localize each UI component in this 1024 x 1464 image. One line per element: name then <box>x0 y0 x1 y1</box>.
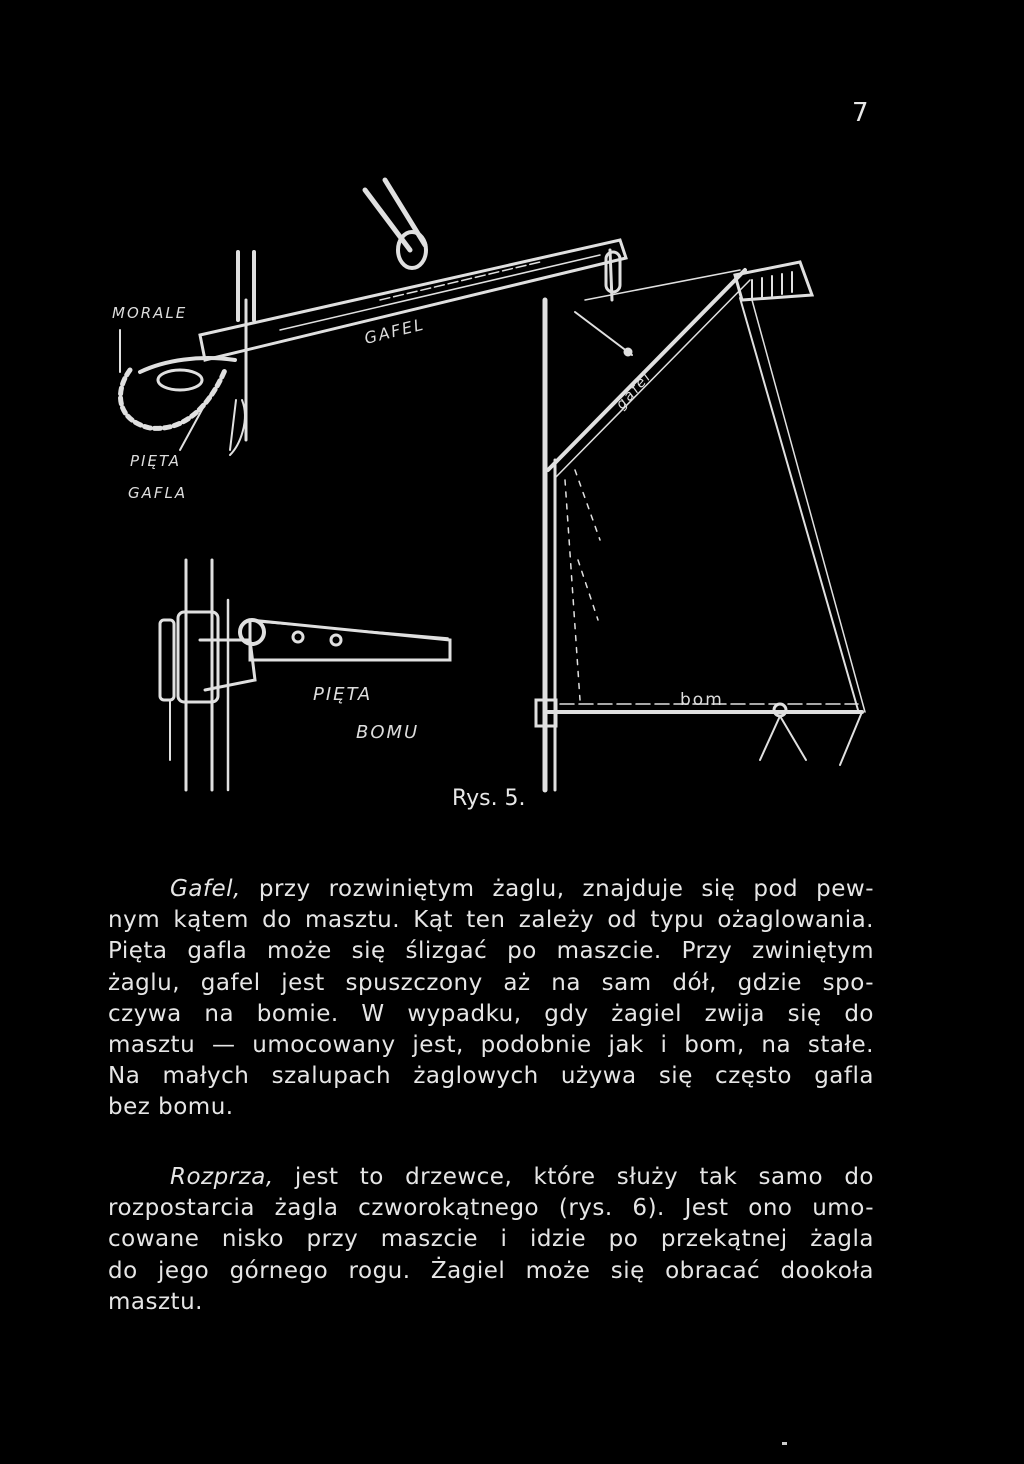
label-morale: MORALE <box>112 304 188 322</box>
label-pieta-gafla-2: GAFLA <box>128 484 188 502</box>
term-rozprza: Rozprza, <box>170 1164 274 1190</box>
text-line: żaglu, gafel jest spuszczony aż na sam dół, gdzie spo- <box>108 969 874 996</box>
label-pieta-bomu-1: PIĘTA <box>313 684 373 705</box>
text-span: przy rozwiniętym żaglu, znajduje się pod pew- <box>240 876 874 902</box>
paragraph-gafel <box>108 874 874 1124</box>
text-line: bez bomu. <box>108 1094 234 1121</box>
term-gafel: Gafel, <box>170 876 241 902</box>
text-line <box>108 874 874 905</box>
text-line: masztu — umocowany jest, podobnie jak i bom, na stałe. <box>108 1032 874 1059</box>
text-line: do jego górnego rogu. Żagiel może się obracać dookoła <box>108 1257 874 1284</box>
label-gafel-top: GAFEL <box>362 314 427 348</box>
text-line: rozpostarcia żagla czworokątnego (rys. 6). Jest ono umo- <box>108 1195 874 1222</box>
label-pieta-bomu-2: BOMU <box>356 722 420 743</box>
sail-diagram <box>536 262 865 790</box>
text-line: Pięta gafla może się ślizgać po maszcie. Przy zwiniętym <box>108 938 874 965</box>
text-line <box>108 1162 874 1193</box>
text-span: jest to drzewce, które służy tak samo do <box>273 1164 874 1190</box>
paragraph-rozprza <box>108 1162 874 1318</box>
text-line: Na małych szalupach żaglowych używa się często gafla <box>108 1063 874 1090</box>
gooseneck-detail <box>160 560 450 790</box>
text-line: czywa na bomie. W wypadku, gdy żagiel zwija się do <box>108 1000 874 1027</box>
scan-speck <box>782 1442 787 1445</box>
label-gafel-diagonal: gafel <box>613 368 656 413</box>
text-line: cowane nisko przy maszcie i idzie po przekątnej żagla <box>108 1226 874 1253</box>
page-number: 7 <box>852 98 869 128</box>
label-pieta-gafla-1: PIĘTA <box>130 452 181 470</box>
gaff-jaw-detail <box>120 180 626 455</box>
label-bom: bom <box>680 690 724 710</box>
figure-caption: Rys. 5. <box>452 786 526 811</box>
text-line: masztu. <box>108 1288 203 1315</box>
text-line: nym kątem do masztu. Kąt ten zależy od typu ożaglowania. <box>108 907 874 934</box>
